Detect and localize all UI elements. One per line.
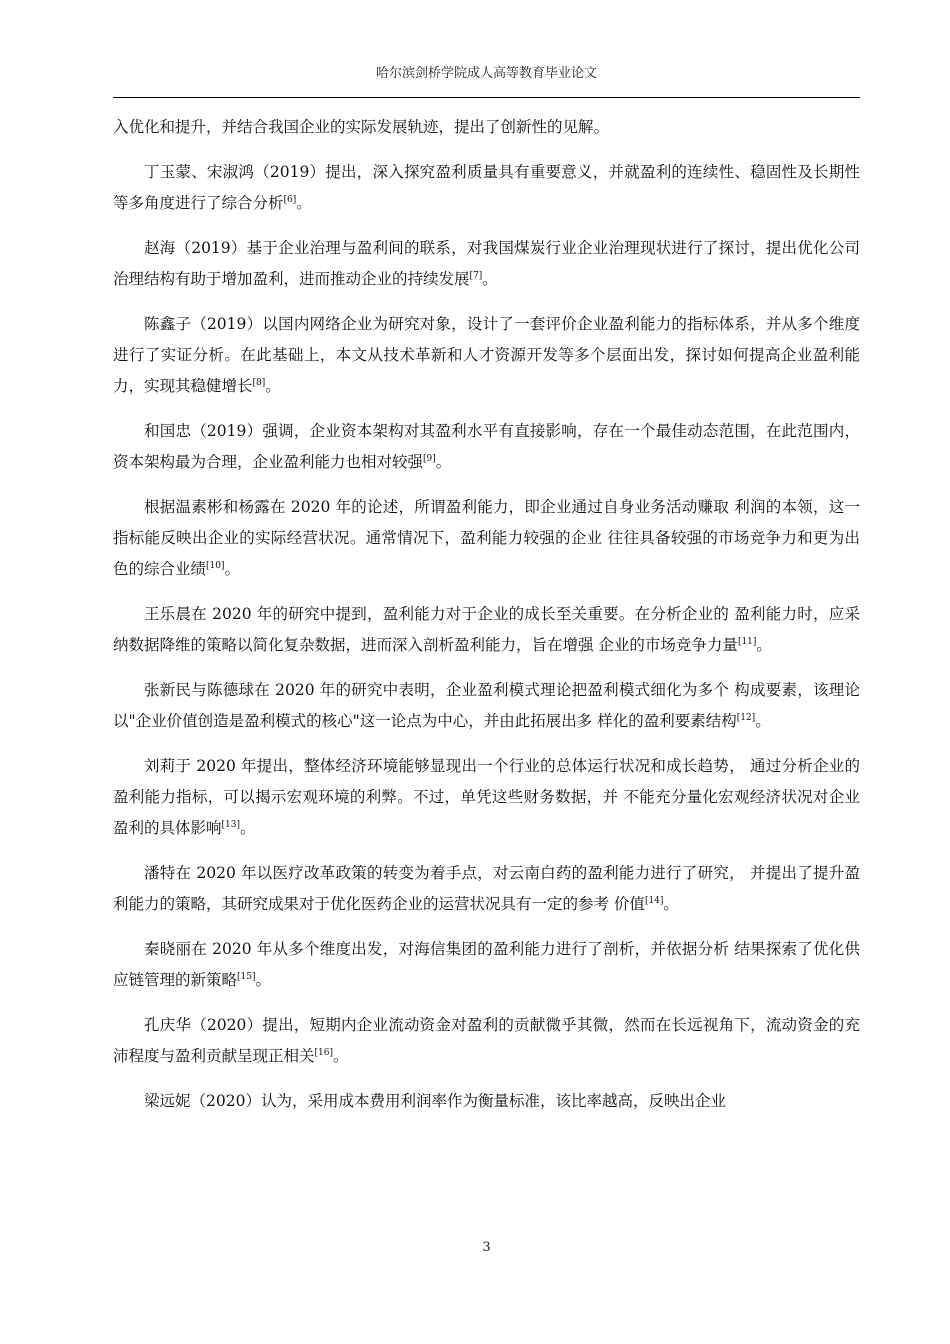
paragraph-text: 王乐晨在 2020 年的研究中提到，盈利能力对于企业的成长至关重要。在分析企业的 盈利能力时，应采纳数据降维的策略以简化复杂数据，进而深入剖析盈利能力，旨在增强 企业的市场竞争力量 <box>113 605 860 654</box>
citation: [8] <box>252 377 266 388</box>
citation: [10] <box>206 560 225 571</box>
paragraph-4 <box>113 416 860 478</box>
paragraph-text: 潘特在 2020 年以医疗改革政策的转变为着手点，对云南白药的盈利能力进行了研究， 并提出了提升盈利能力的策略，其研究成果对于优化医药企业的运营状况具有一定的参考 价值 <box>113 864 860 913</box>
paragraph-5 <box>113 492 860 585</box>
citation: [15] <box>237 971 256 982</box>
paragraph-tail: 。 <box>435 453 452 471</box>
paragraph-tail: 。 <box>296 194 312 212</box>
citation: [11] <box>737 636 757 647</box>
citation: [16] <box>314 1047 333 1058</box>
paragraph-text: 梁远妮（2020）认为，采用成本费用利润率作为衡量标准，该比率越高，反映出企业 <box>144 1092 726 1110</box>
paragraph-0 <box>113 112 860 143</box>
page-number: 3 <box>482 1240 491 1255</box>
citation: [7] <box>469 270 483 281</box>
header-divider <box>113 97 860 98</box>
paragraph-text: 秦晓丽在 2020 年从多个维度出发，对海信集团的盈利能力进行了剖析，并依据分析 结果探索了优化供应链管理的新策略 <box>113 940 860 989</box>
paragraph-tail: 。 <box>755 712 771 730</box>
paragraph-text: 陈鑫子（2019）以国内网络企业为研究对象，设计了一套评价企业盈利能力的指标体系，并从多个维度进行了实证分析。在此基础上，本文从技术革新和人才资源开发等多个层面出发，探讨如何提高企业盈利能力，实现其稳健增长 <box>113 315 860 395</box>
paragraph-1 <box>113 157 860 219</box>
page-header: 哈尔滨剑桥学院成人高等教育毕业论文 <box>375 66 597 81</box>
paragraph-tail: 。 <box>224 560 241 578</box>
paragraph-text: 张新民与陈德球在 2020 年的研究中表明，企业盈利模式理论把盈利模式细化为多个 构成要素，该理论以"企业价值创造是盈利模式的核心"这一论点为中心，并由此拓展出多 样化的盈利要素结构 <box>113 681 860 730</box>
paragraph-3 <box>113 309 860 402</box>
paragraph-10 <box>113 934 860 996</box>
citation: [14] <box>644 895 664 906</box>
paragraph-text: 孔庆华（2020）提出，短期内企业流动资金对盈利的贡献微乎其微，然而在长远视角下，流动资金的充沛程度与盈利贡献呈现正相关 <box>113 1016 860 1065</box>
paragraph-text: 赵海（2019）基于企业治理与盈利间的联系，对我国煤炭行业企业治理现状进行了探讨，提出优化公司治理结构有助于增加盈利，进而推动企业的持续发展 <box>113 239 860 288</box>
paragraph-tail: 。 <box>482 270 498 288</box>
citation: [6] <box>283 194 297 205</box>
paragraph-tail: 。 <box>333 1047 349 1065</box>
paragraph-2 <box>113 233 860 295</box>
paragraph-6 <box>113 599 860 661</box>
paragraph-text: 根据温素彬和杨露在 2020 年的论述，所谓盈利能力，即企业通过自身业务活动赚取 利润的本领，这一指标能反映出企业的实际经营状况。通常情况下，盈利能力较强的企业 往往具备较强的市场竞争力和更为出色的综合业绩 <box>113 498 860 578</box>
paragraph-tail: 。 <box>255 971 272 989</box>
paragraph-12 <box>113 1086 860 1117</box>
paragraph-text: 丁玉蒙、宋淑鸿（2019）提出，深入探究盈利质量具有重要意义，并就盈利的连续性、稳固性及长期性等多角度进行了综合分析 <box>113 163 860 212</box>
paragraph-8 <box>113 751 860 844</box>
paragraph-tail: 。 <box>756 636 772 654</box>
citation: [13] <box>221 819 240 830</box>
paragraph-7 <box>113 675 860 737</box>
citation: [9] <box>423 453 436 464</box>
paragraph-11 <box>113 1010 860 1072</box>
paragraph-tail: 。 <box>265 377 281 395</box>
citation: [12] <box>736 712 756 723</box>
paragraph-tail: 。 <box>240 819 256 837</box>
body-text <box>113 112 860 1131</box>
paragraph-text: 入优化和提升，并结合我国企业的实际发展轨迹，提出了创新性的见解。 <box>113 118 610 136</box>
paragraph-tail: 。 <box>663 895 679 913</box>
paragraph-text: 刘莉于 2020 年提出，整体经济环境能够显现出一个行业的总体运行状况和成长趋势， 通过分析企业的盈利能力指标，可以揭示宏观环境的利弊。不过，单凭这些财务数据，并 不能充分量化宏观经济状况对企业盈利的具体影响 <box>113 757 860 837</box>
paragraph-9 <box>113 858 860 920</box>
paragraph-text: 和国忠（2019）强调，企业资本架构对其盈利水平有直接影响，存在一个最佳动态范围，在此范围内，资本架构最为合理，企业盈利能力也相对较强 <box>113 422 860 471</box>
